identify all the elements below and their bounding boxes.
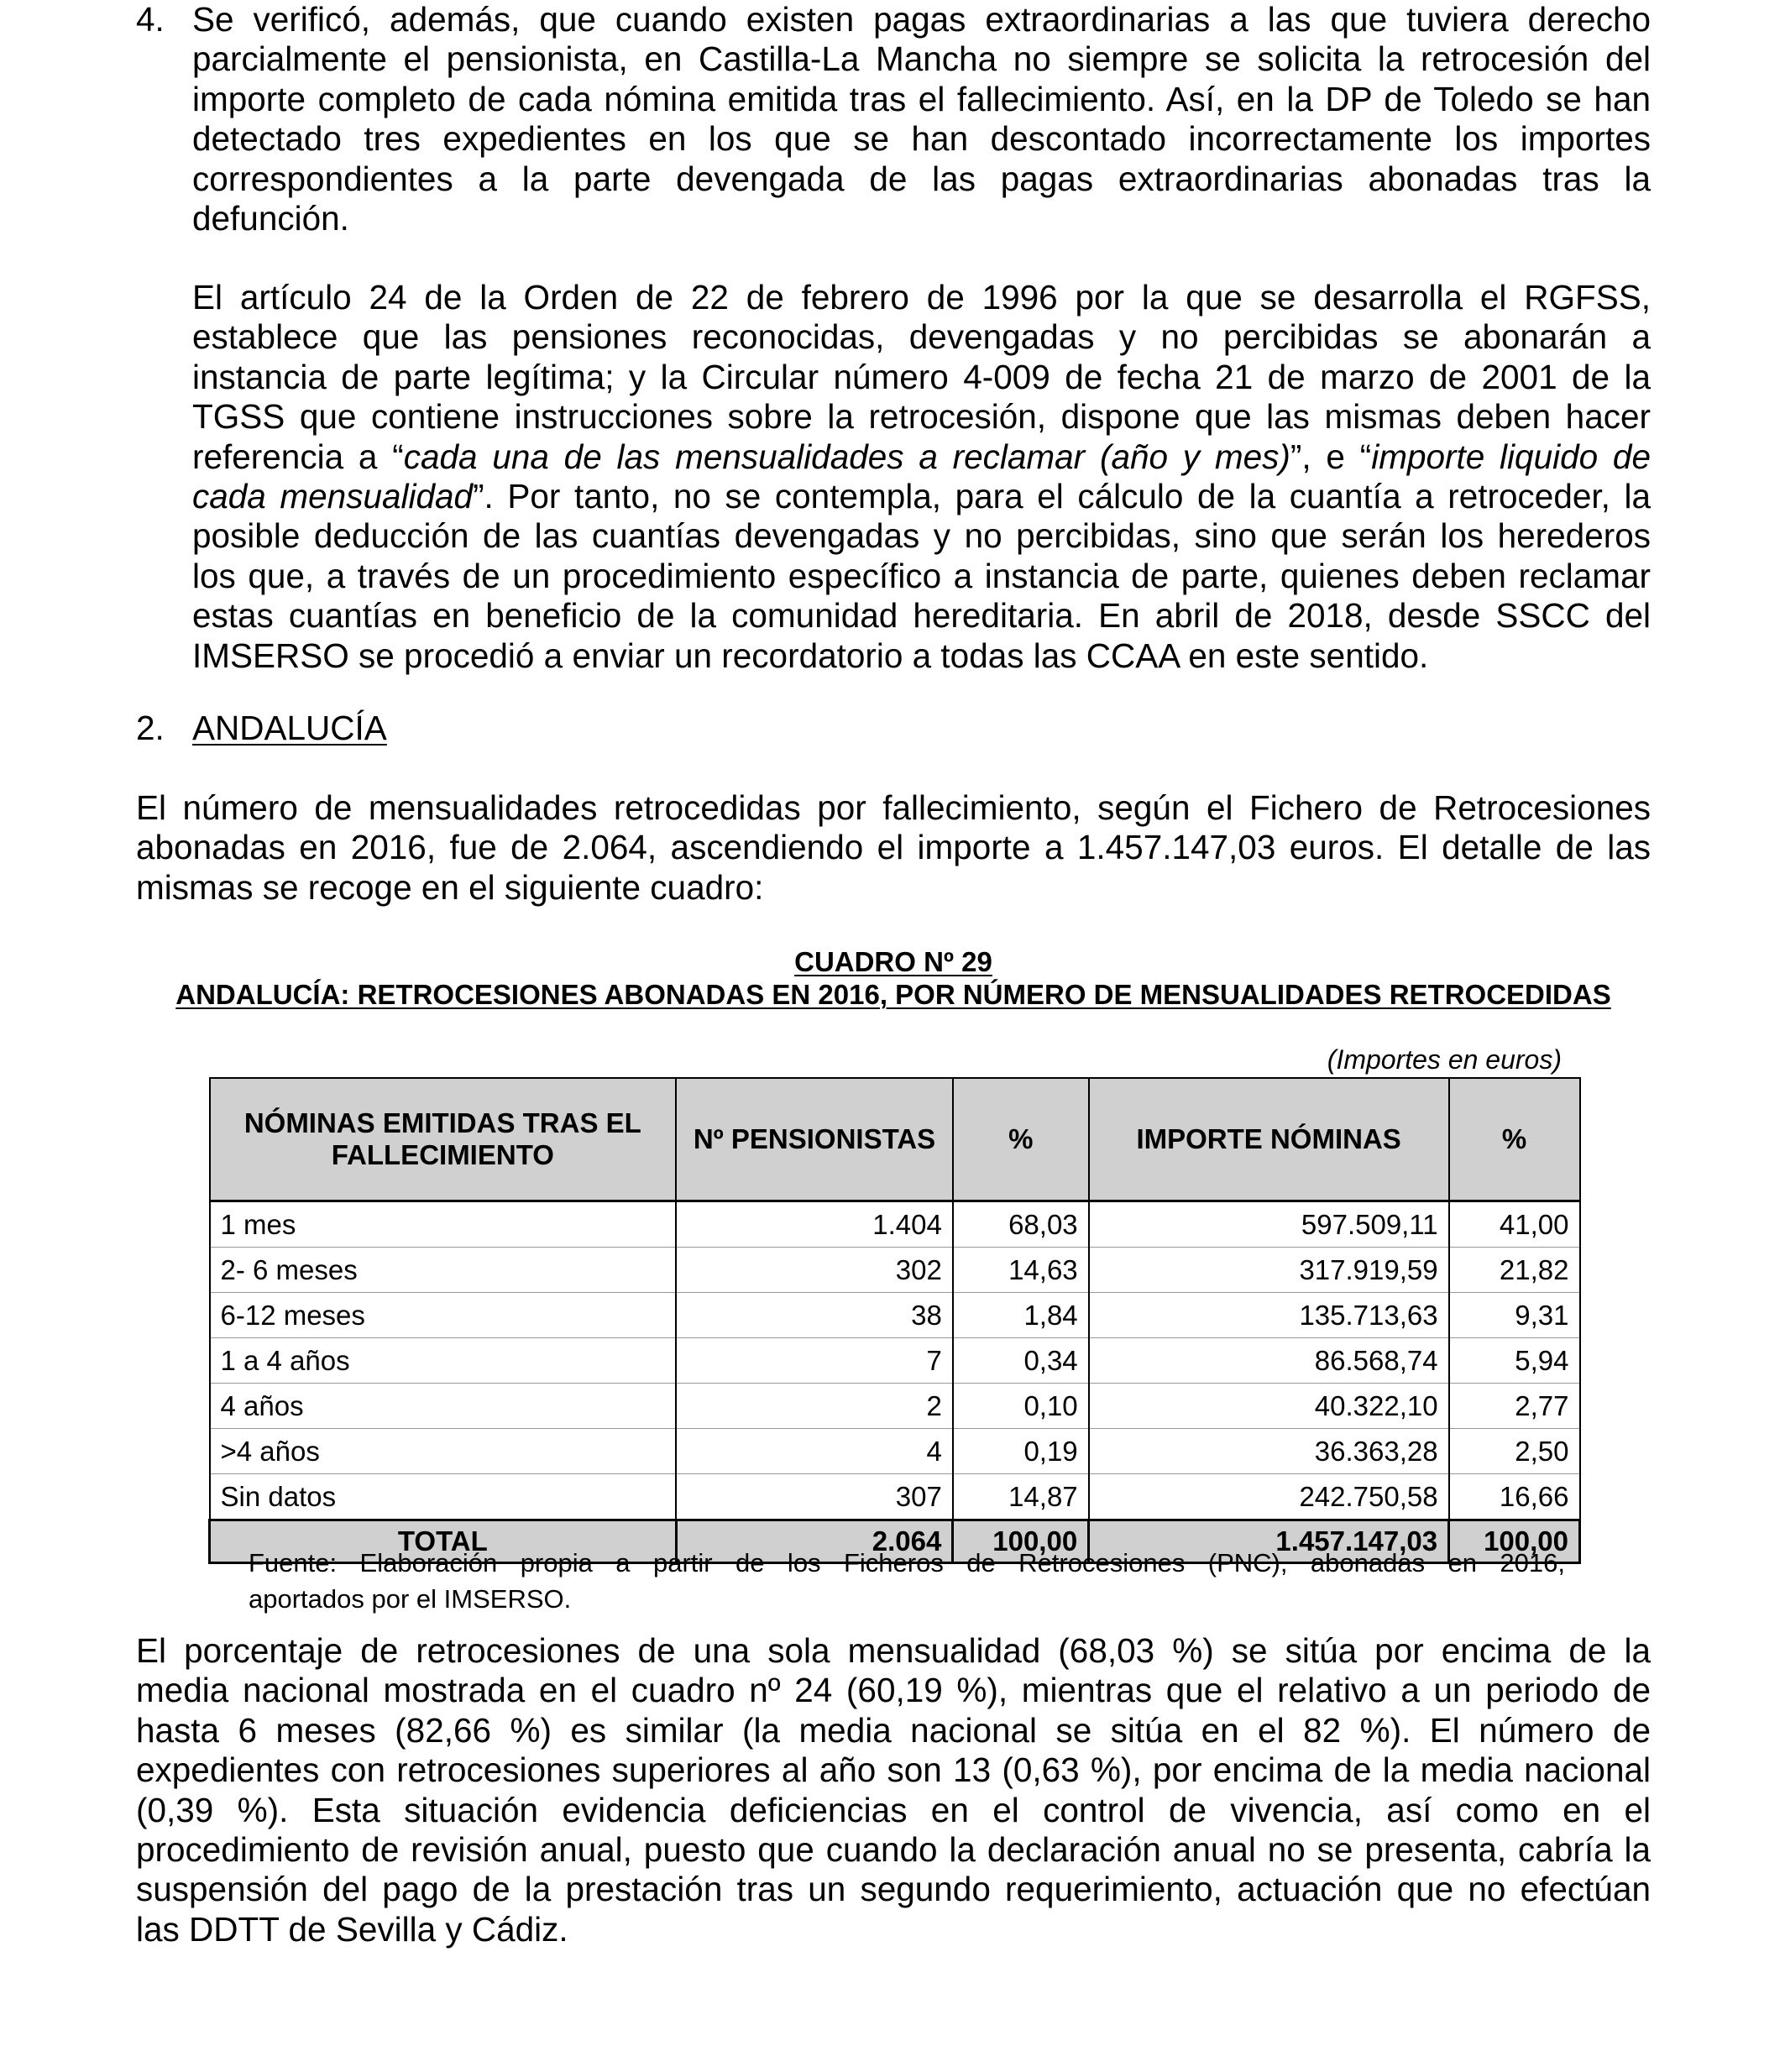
cell-value: 21,82	[1449, 1248, 1580, 1293]
text-line	[192, 437, 1651, 477]
text-line: suspensión del pago de la prestación tras un segundo requerimiento, actuación que no efectúan	[136, 1870, 1651, 1909]
cell-value: 4	[676, 1429, 953, 1474]
row-label: 6-12 meses	[210, 1293, 677, 1338]
table-row	[210, 1201, 1580, 1248]
total-value: 100,00	[953, 1520, 1089, 1563]
text-line: (0,39 %). Esta situación evidencia deficiencias en el control de vivencia, así como en el	[136, 1790, 1651, 1829]
cell-value: 302	[676, 1248, 953, 1293]
table-header-row	[210, 1078, 1580, 1201]
row-label: 2- 6 meses	[210, 1248, 677, 1293]
table-row	[210, 1429, 1580, 1474]
text-line: posible deducción de las cuantías devengadas y no percibidas, sino que serán los herederos	[192, 516, 1651, 556]
cell-value: 2,77	[1449, 1384, 1580, 1429]
text-line: Fuente: Elaboración propia a partir de los Ficheros de Retrocesiones (PNC), abonadas en 2016,	[249, 1548, 1565, 1578]
section-number: 2.	[136, 709, 165, 747]
text-line: IMSERSO se procedió a enviar un recordatorio a todas las CCAA en este sentido.	[192, 636, 1429, 675]
text-line: estas cuantías en beneficio de la comunidad hereditaria. En abril de 2018, desde SSCC del	[192, 596, 1651, 636]
cell-value: 7	[676, 1338, 953, 1384]
text-line: importe completo de cada nómina emitida tras el fallecimiento. Así, en la DP de Toledo se han	[192, 79, 1651, 118]
column-header: IMPORTE NÓMINAS	[1089, 1078, 1449, 1201]
text-line: TGSS que contiene instrucciones sobre la retrocesión, dispone que las mismas deben hacer	[192, 397, 1651, 437]
cell-value: 135.713,63	[1089, 1293, 1449, 1338]
table-caption: ANDALUCÍA: RETROCESIONES ABONADAS EN 2016, POR NÚMERO DE MENSUALIDADES RETROCEDIDAS	[175, 979, 1611, 1010]
text-line: establece que las pensiones reconocidas, devengadas y no percibidas se abonarán a	[192, 317, 1651, 357]
italic-quote: cada una de las mensualidades a reclamar (año y mes)	[403, 437, 1290, 476]
cell-value: 2	[676, 1384, 953, 1429]
article-paragraph	[192, 278, 1651, 676]
text-line: detectado tres expedientes en los que se han descontado incorrectamente los importes	[192, 119, 1651, 159]
text-run: ”. Por tanto, no se contempla, para el cálculo de la cuantía a retroceder, la	[473, 477, 1651, 516]
cell-value: 0,10	[953, 1384, 1089, 1429]
cell-value: 0,34	[953, 1338, 1089, 1384]
italic-quote: importe liquido de	[1371, 437, 1651, 476]
text-line: El porcentaje de retrocesiones de una sola mensualidad (68,03 %) se sitúa por encima de la	[136, 1631, 1651, 1670]
cell-value: 1.404	[676, 1201, 953, 1248]
column-header: Nº PENSIONISTAS	[676, 1078, 953, 1201]
item4-paragraph	[192, 0, 1651, 238]
cell-value: 40.322,10	[1089, 1384, 1449, 1429]
cell-value: 38	[676, 1293, 953, 1338]
row-label: 4 años	[210, 1384, 677, 1429]
cell-value: 41,00	[1449, 1201, 1580, 1248]
text-line: El artículo 24 de la Orden de 22 de febrero de 1996 por la que se desarrolla el RGFSS,	[192, 278, 1651, 317]
cell-value: 307	[676, 1474, 953, 1520]
cell-value: 597.509,11	[1089, 1201, 1449, 1248]
column-header: %	[953, 1078, 1089, 1201]
retrocesiones-table	[208, 1077, 1581, 1564]
text-line: mismas se recoge en el siguiente cuadro:	[136, 867, 764, 907]
table-row	[210, 1248, 1580, 1293]
text-line: procedimiento de revisión anual, puesto que cuando la declaración anual no se presenta, cabría la	[136, 1830, 1651, 1870]
cell-value: 242.750,58	[1089, 1474, 1449, 1520]
cell-value: 86.568,74	[1089, 1338, 1449, 1384]
cell-value: 14,87	[953, 1474, 1089, 1520]
text-line: El número de mensualidades retrocedidas por fallecimiento, según el Fichero de Retrocesiones	[136, 788, 1651, 827]
cell-value: 14,63	[953, 1248, 1089, 1293]
cell-value: 2,50	[1449, 1429, 1580, 1474]
text-line: aportados por el IMSERSO.	[249, 1584, 572, 1614]
row-label: >4 años	[210, 1429, 677, 1474]
text-line: parcialmente el pensionista, en Castilla-La Mancha no siempre se solicita la retrocesión del	[192, 39, 1651, 79]
cell-value: 36.363,28	[1089, 1429, 1449, 1474]
total-label: TOTAL	[210, 1520, 677, 1563]
total-value: 100,00	[1449, 1520, 1580, 1563]
cell-value: 0,19	[953, 1429, 1089, 1474]
table-row	[210, 1293, 1580, 1338]
text-run: ”, e “	[1290, 437, 1372, 476]
cell-value: 9,31	[1449, 1293, 1580, 1338]
text-line: expedientes con retrocesiones superiores al año son 13 (0,63 %), por encima de la media nacional	[136, 1750, 1651, 1790]
table-number: CUADRO Nº 29	[794, 946, 992, 977]
closing-paragraph	[136, 1631, 1651, 1949]
text-line: las DDTT de Sevilla y Cádiz.	[136, 1909, 568, 1949]
cell-value: 1,84	[953, 1293, 1089, 1338]
table-row	[210, 1474, 1580, 1520]
cell-value: 5,94	[1449, 1338, 1580, 1384]
text-line: media nacional mostrada en el cuadro nº 24 (60,19 %), mientras que el relativo a un periodo de	[136, 1671, 1651, 1710]
text-line: los que, a través de un procedimiento específico a instancia de parte, quienes deben reclamar	[192, 556, 1651, 595]
table-row	[210, 1384, 1580, 1429]
row-label: 1 a 4 años	[210, 1338, 677, 1384]
section-heading: ANDALUCÍA	[192, 709, 387, 747]
text-line: Se verificó, además, que cuando existen pagas extraordinarias a las que tuviera derecho	[192, 0, 1651, 39]
table-source-note	[249, 1545, 1565, 1617]
cell-value: 16,66	[1449, 1474, 1580, 1520]
table-row	[210, 1338, 1580, 1384]
text-line: defunción.	[192, 199, 349, 238]
row-label: Sin datos	[210, 1474, 677, 1520]
text-line: abonadas en 2016, fue de 2.064, ascendiendo el importe a 1.457.147,03 euros. El detalle de las	[136, 828, 1651, 867]
text-line: correspondientes a la parte devengada de las pagas extraordinarias abonadas tras la	[192, 159, 1651, 198]
italic-quote: cada mensualidad	[192, 477, 474, 516]
column-header: %	[1449, 1078, 1580, 1201]
intro-paragraph	[136, 788, 1651, 908]
total-value: 1.457.147,03	[1089, 1520, 1449, 1563]
row-label: 1 mes	[210, 1201, 677, 1248]
column-header: NÓMINAS EMITIDAS TRAS EL FALLECIMIENTO	[210, 1078, 677, 1201]
text-line: instancia de parte legítima; y la Circular número 4-009 de fecha 21 de marzo de 2001 de la	[192, 357, 1651, 396]
total-value: 2.064	[676, 1520, 953, 1563]
text-line: hasta 6 meses (82,66 %) es similar (la media nacional se sitúa en el 82 %). El número de	[136, 1710, 1651, 1750]
text-line	[192, 477, 1651, 516]
list-number-4: 4.	[136, 0, 165, 39]
cell-value: 68,03	[953, 1201, 1089, 1248]
text-run: referencia a “	[192, 437, 404, 476]
cell-value: 317.919,59	[1089, 1248, 1449, 1293]
units-note: (Importes en euros)	[1327, 1044, 1562, 1075]
